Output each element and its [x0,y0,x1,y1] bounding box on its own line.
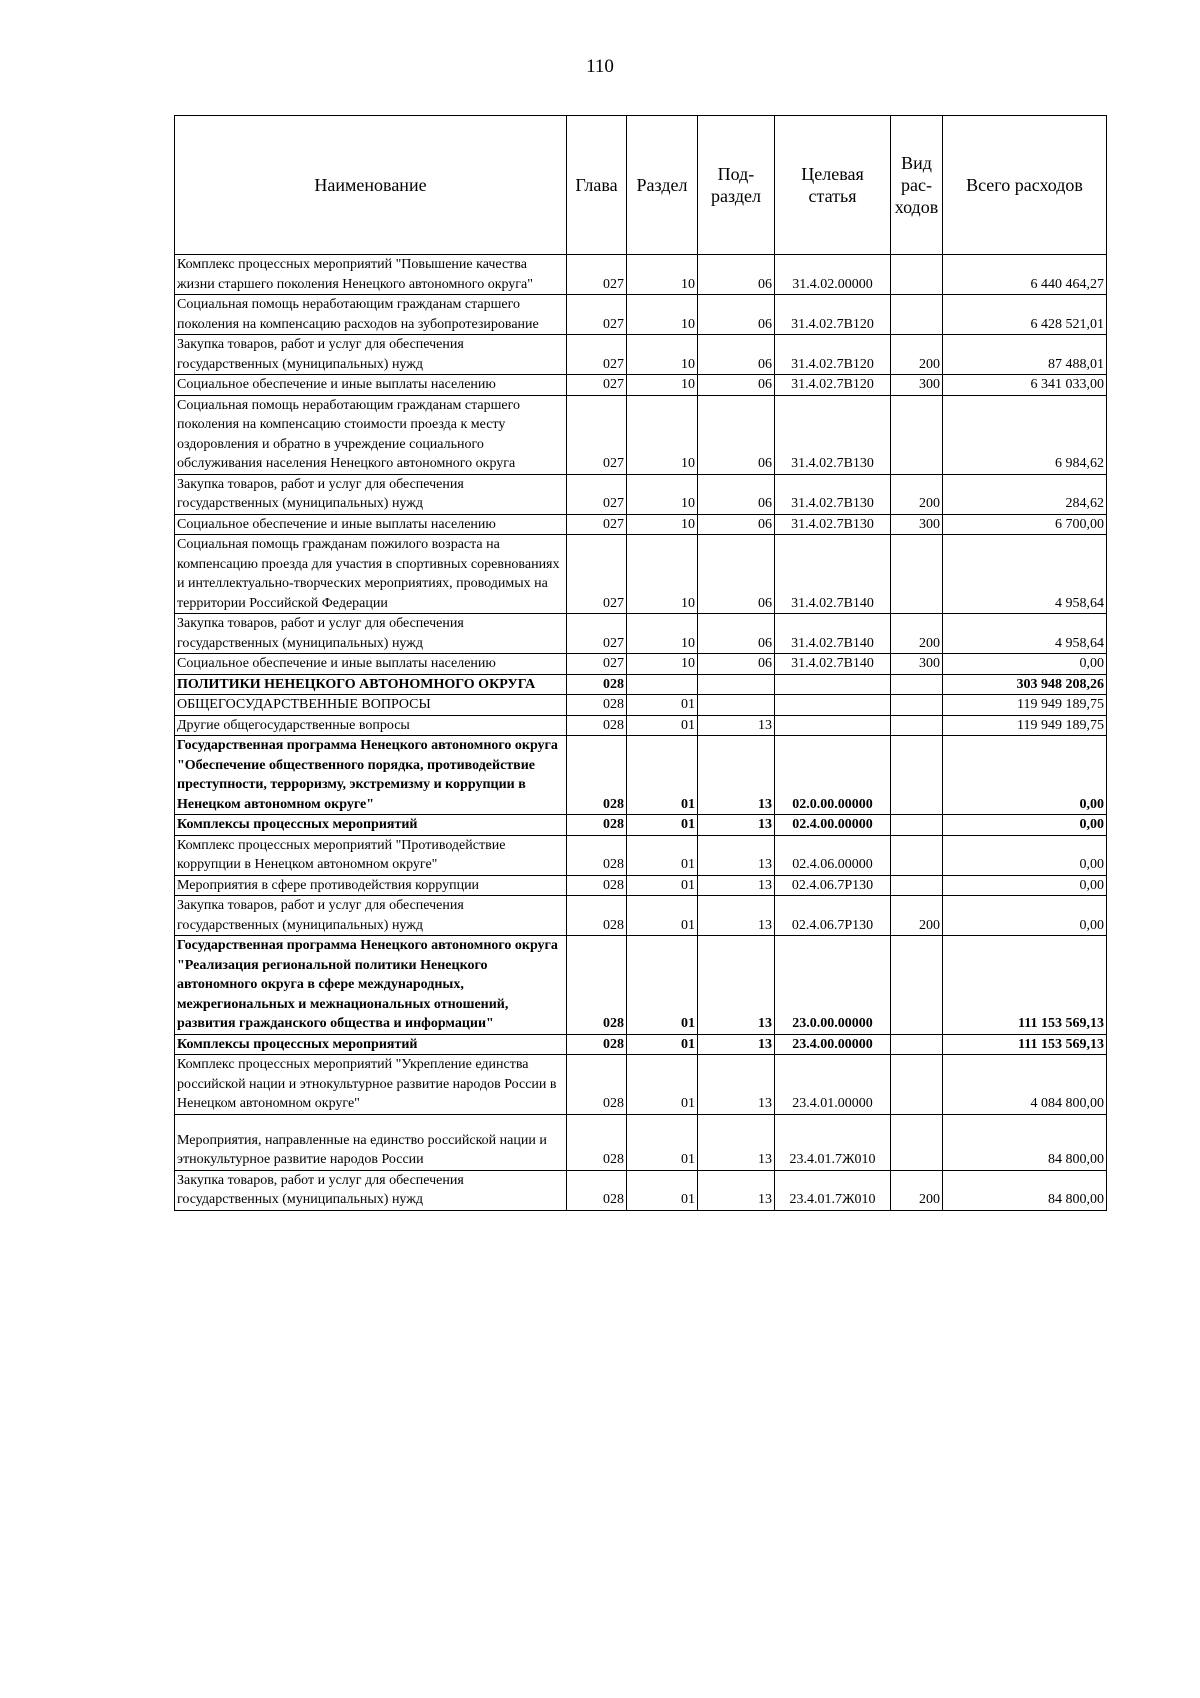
header-chapter: Глава [567,116,627,255]
row-section: 01 [627,1114,698,1170]
row-name: Комплекс процессных мероприятий "Противодействие коррупции в Ненецком автономном округе" [175,835,567,875]
row-name: Социальное обеспечение и иные выплаты населению [175,375,567,396]
row-expense-type: 300 [891,654,943,675]
row-expense-type [891,395,943,474]
row-subsection: 06 [698,375,775,396]
row-amount: 84 800,00 [943,1170,1107,1210]
row-expense-type [891,1034,943,1055]
row-subsection: 06 [698,654,775,675]
table-row [175,1114,1107,1170]
row-section: 10 [627,375,698,396]
row-subsection: 06 [698,535,775,614]
row-name: Государственная программа Ненецкого автономного округа "Обеспечение общественного порядка, противодействие преступности, терроризму, экстремизму и коррупции в Ненецком автономном округе" [175,736,567,815]
row-subsection [698,695,775,716]
row-target: 31.4.02.7В140 [775,614,891,654]
row-target: 02.4.06.7Р130 [775,875,891,896]
row-name: Мероприятия, направленные на единство российской нации и этнокультурное развитие народов России [175,1114,567,1170]
row-name: Государственная программа Ненецкого автономного округа "Реализация региональной политики Ненецкого автономного округа в сфере международных, межрегиональных и межнациональных отношений, развития гражданского общества и информации" [175,936,567,1035]
row-name: ОБЩЕГОСУДАРСТВЕННЫЕ ВОПРОСЫ [175,695,567,716]
row-chapter: 028 [567,835,627,875]
row-subsection: 06 [698,514,775,535]
row-section: 10 [627,654,698,675]
row-chapter: 028 [567,1055,627,1115]
row-target: 02.4.06.7Р130 [775,896,891,936]
row-target [775,715,891,736]
row-amount: 119 949 189,75 [943,695,1107,716]
row-section: 01 [627,715,698,736]
header-subsection: Под-раздел [698,116,775,255]
table-row [175,614,1107,654]
row-expense-type [891,875,943,896]
row-chapter: 027 [567,535,627,614]
table-row [175,535,1107,614]
row-subsection: 13 [698,896,775,936]
row-chapter: 027 [567,335,627,375]
row-amount: 0,00 [943,835,1107,875]
row-name: Другие общегосударственные вопросы [175,715,567,736]
row-amount: 111 153 569,13 [943,936,1107,1035]
row-name: Социальное обеспечение и иные выплаты населению [175,514,567,535]
row-subsection: 13 [698,1114,775,1170]
row-subsection: 06 [698,395,775,474]
row-subsection: 06 [698,474,775,514]
row-name: Мероприятия в сфере противодействия коррупции [175,875,567,896]
row-chapter: 028 [567,695,627,716]
row-target [775,695,891,716]
header-section: Раздел [627,116,698,255]
row-expense-type [891,535,943,614]
table-row [175,654,1107,675]
row-chapter: 028 [567,896,627,936]
row-chapter: 028 [567,1170,627,1210]
row-target: 31.4.02.7В130 [775,514,891,535]
row-section: 01 [627,815,698,836]
row-section: 01 [627,875,698,896]
row-expense-type: 200 [891,335,943,375]
row-amount: 0,00 [943,736,1107,815]
row-subsection: 13 [698,1170,775,1210]
table-row [175,474,1107,514]
row-section: 01 [627,1034,698,1055]
row-chapter: 028 [567,674,627,695]
row-section: 01 [627,695,698,716]
row-amount: 0,00 [943,654,1107,675]
row-target: 31.4.02.7В130 [775,395,891,474]
row-section: 01 [627,896,698,936]
table-row [175,736,1107,815]
row-name: Закупка товаров, работ и услуг для обеспечения государственных (муниципальных) нужд [175,474,567,514]
row-chapter: 027 [567,474,627,514]
row-subsection: 06 [698,295,775,335]
row-chapter: 028 [567,1034,627,1055]
row-name: Социальное обеспечение и иные выплаты населению [175,654,567,675]
row-target: 31.4.02.7В130 [775,474,891,514]
row-expense-type [891,835,943,875]
row-target: 23.4.01.7Ж010 [775,1114,891,1170]
row-section: 10 [627,255,698,295]
row-name: Социальная помощь гражданам пожилого возраста на компенсацию проезда для участия в спортивных соревнованиях и интеллектуально-творческих мероприятиях, проводимых на территории Российской Федерации [175,535,567,614]
row-expense-type [891,815,943,836]
row-subsection: 06 [698,335,775,375]
row-section: 10 [627,295,698,335]
row-target: 23.4.00.00000 [775,1034,891,1055]
row-target: 23.0.00.00000 [775,936,891,1035]
row-amount: 87 488,01 [943,335,1107,375]
row-name: Социальная помощь неработающим гражданам старшего поколения на компенсацию стоимости проезда к месту оздоровления и обратно в учреждение социального обслуживания населения Ненецкого автономного округа [175,395,567,474]
row-name: Закупка товаров, работ и услуг для обеспечения государственных (муниципальных) нужд [175,614,567,654]
row-name: Комплекс процессных мероприятий "Укрепление единства российской нации и этнокультурное развитие народов России в Ненецком автономном округе" [175,1055,567,1115]
row-expense-type [891,295,943,335]
row-subsection: 13 [698,1034,775,1055]
row-target: 31.4.02.7В140 [775,654,891,675]
row-amount: 6 428 521,01 [943,295,1107,335]
row-amount: 0,00 [943,896,1107,936]
row-section: 01 [627,1055,698,1115]
row-target: 23.4.01.00000 [775,1055,891,1115]
table-row [175,395,1107,474]
table-row [175,335,1107,375]
row-section: 01 [627,1170,698,1210]
row-expense-type [891,1114,943,1170]
header-expense-type: Вид рас-ходов [891,116,943,255]
row-name: Закупка товаров, работ и услуг для обеспечения государственных (муниципальных) нужд [175,335,567,375]
row-expense-type [891,736,943,815]
row-chapter: 027 [567,255,627,295]
row-chapter: 028 [567,715,627,736]
row-amount: 4 084 800,00 [943,1055,1107,1115]
row-section: 10 [627,614,698,654]
row-subsection: 13 [698,835,775,875]
row-subsection: 13 [698,815,775,836]
row-expense-type [891,674,943,695]
table-row [175,674,1107,695]
row-subsection: 13 [698,736,775,815]
row-chapter: 028 [567,736,627,815]
row-target: 02.4.00.00000 [775,815,891,836]
row-name: ПОЛИТИКИ НЕНЕЦКОГО АВТОНОМНОГО ОКРУГА [175,674,567,695]
row-expense-type [891,1055,943,1115]
budget-table [174,115,1107,1211]
row-subsection: 06 [698,614,775,654]
row-expense-type [891,695,943,716]
row-amount: 303 948 208,26 [943,674,1107,695]
table-header-row [175,116,1107,255]
row-chapter: 027 [567,654,627,675]
row-amount: 4 958,64 [943,535,1107,614]
header-name: Наименование [175,116,567,255]
row-section: 10 [627,535,698,614]
row-section: 10 [627,395,698,474]
row-name: Комплексы процессных мероприятий [175,1034,567,1055]
table-row [175,1170,1107,1210]
row-subsection: 13 [698,715,775,736]
row-subsection: 13 [698,1055,775,1115]
header-total: Всего расходов [943,116,1107,255]
row-chapter: 027 [567,295,627,335]
row-expense-type [891,715,943,736]
row-chapter: 027 [567,375,627,396]
row-name: Социальная помощь неработающим гражданам старшего поколения на компенсацию расходов на зубопротезирование [175,295,567,335]
row-chapter: 028 [567,936,627,1035]
row-section: 01 [627,736,698,815]
row-amount: 284,62 [943,474,1107,514]
row-target: 23.4.01.7Ж010 [775,1170,891,1210]
row-amount: 4 958,64 [943,614,1107,654]
row-chapter: 027 [567,395,627,474]
table-row [175,1034,1107,1055]
row-chapter: 028 [567,875,627,896]
table-row [175,1055,1107,1115]
table-row [175,875,1107,896]
table-row [175,375,1107,396]
row-expense-type: 200 [891,1170,943,1210]
row-subsection: 13 [698,936,775,1035]
row-expense-type: 200 [891,614,943,654]
row-expense-type: 300 [891,514,943,535]
row-subsection [698,674,775,695]
row-section: 01 [627,936,698,1035]
row-target: 31.4.02.7В140 [775,535,891,614]
row-name: Комплексы процессных мероприятий [175,815,567,836]
row-target: 31.4.02.00000 [775,255,891,295]
row-amount: 84 800,00 [943,1114,1107,1170]
row-name: Закупка товаров, работ и услуг для обеспечения государственных (муниципальных) нужд [175,1170,567,1210]
row-amount: 0,00 [943,875,1107,896]
header-target: Целевая статья [775,116,891,255]
row-amount: 119 949 189,75 [943,715,1107,736]
row-amount: 6 984,62 [943,395,1107,474]
row-section [627,674,698,695]
row-target: 31.4.02.7В120 [775,295,891,335]
row-name: Комплекс процессных мероприятий "Повышение качества жизни старшего поколения Ненецкого автономного округа" [175,255,567,295]
row-amount: 6 700,00 [943,514,1107,535]
table-row [175,695,1107,716]
row-expense-type: 200 [891,896,943,936]
table-row [175,295,1107,335]
table-row [175,936,1107,1035]
row-target: 02.4.06.00000 [775,835,891,875]
row-target: 02.0.00.00000 [775,736,891,815]
table-body [175,255,1107,1211]
row-expense-type [891,936,943,1035]
page-number: 110 [586,56,614,77]
table-row [175,815,1107,836]
row-section: 10 [627,474,698,514]
row-subsection: 13 [698,875,775,896]
row-expense-type [891,255,943,295]
row-chapter: 027 [567,614,627,654]
row-chapter: 028 [567,1114,627,1170]
table-row [175,255,1107,295]
row-chapter: 028 [567,815,627,836]
row-name: Закупка товаров, работ и услуг для обеспечения государственных (муниципальных) нужд [175,896,567,936]
table-row [175,715,1107,736]
row-amount: 111 153 569,13 [943,1034,1107,1055]
table-row [175,896,1107,936]
row-target: 31.4.02.7В120 [775,375,891,396]
table-row [175,514,1107,535]
row-target: 31.4.02.7В120 [775,335,891,375]
row-expense-type: 200 [891,474,943,514]
row-amount: 6 440 464,27 [943,255,1107,295]
row-amount: 6 341 033,00 [943,375,1107,396]
row-section: 01 [627,835,698,875]
row-section: 10 [627,514,698,535]
row-section: 10 [627,335,698,375]
row-subsection: 06 [698,255,775,295]
row-chapter: 027 [567,514,627,535]
row-amount: 0,00 [943,815,1107,836]
row-expense-type: 300 [891,375,943,396]
table-row [175,835,1107,875]
row-target [775,674,891,695]
